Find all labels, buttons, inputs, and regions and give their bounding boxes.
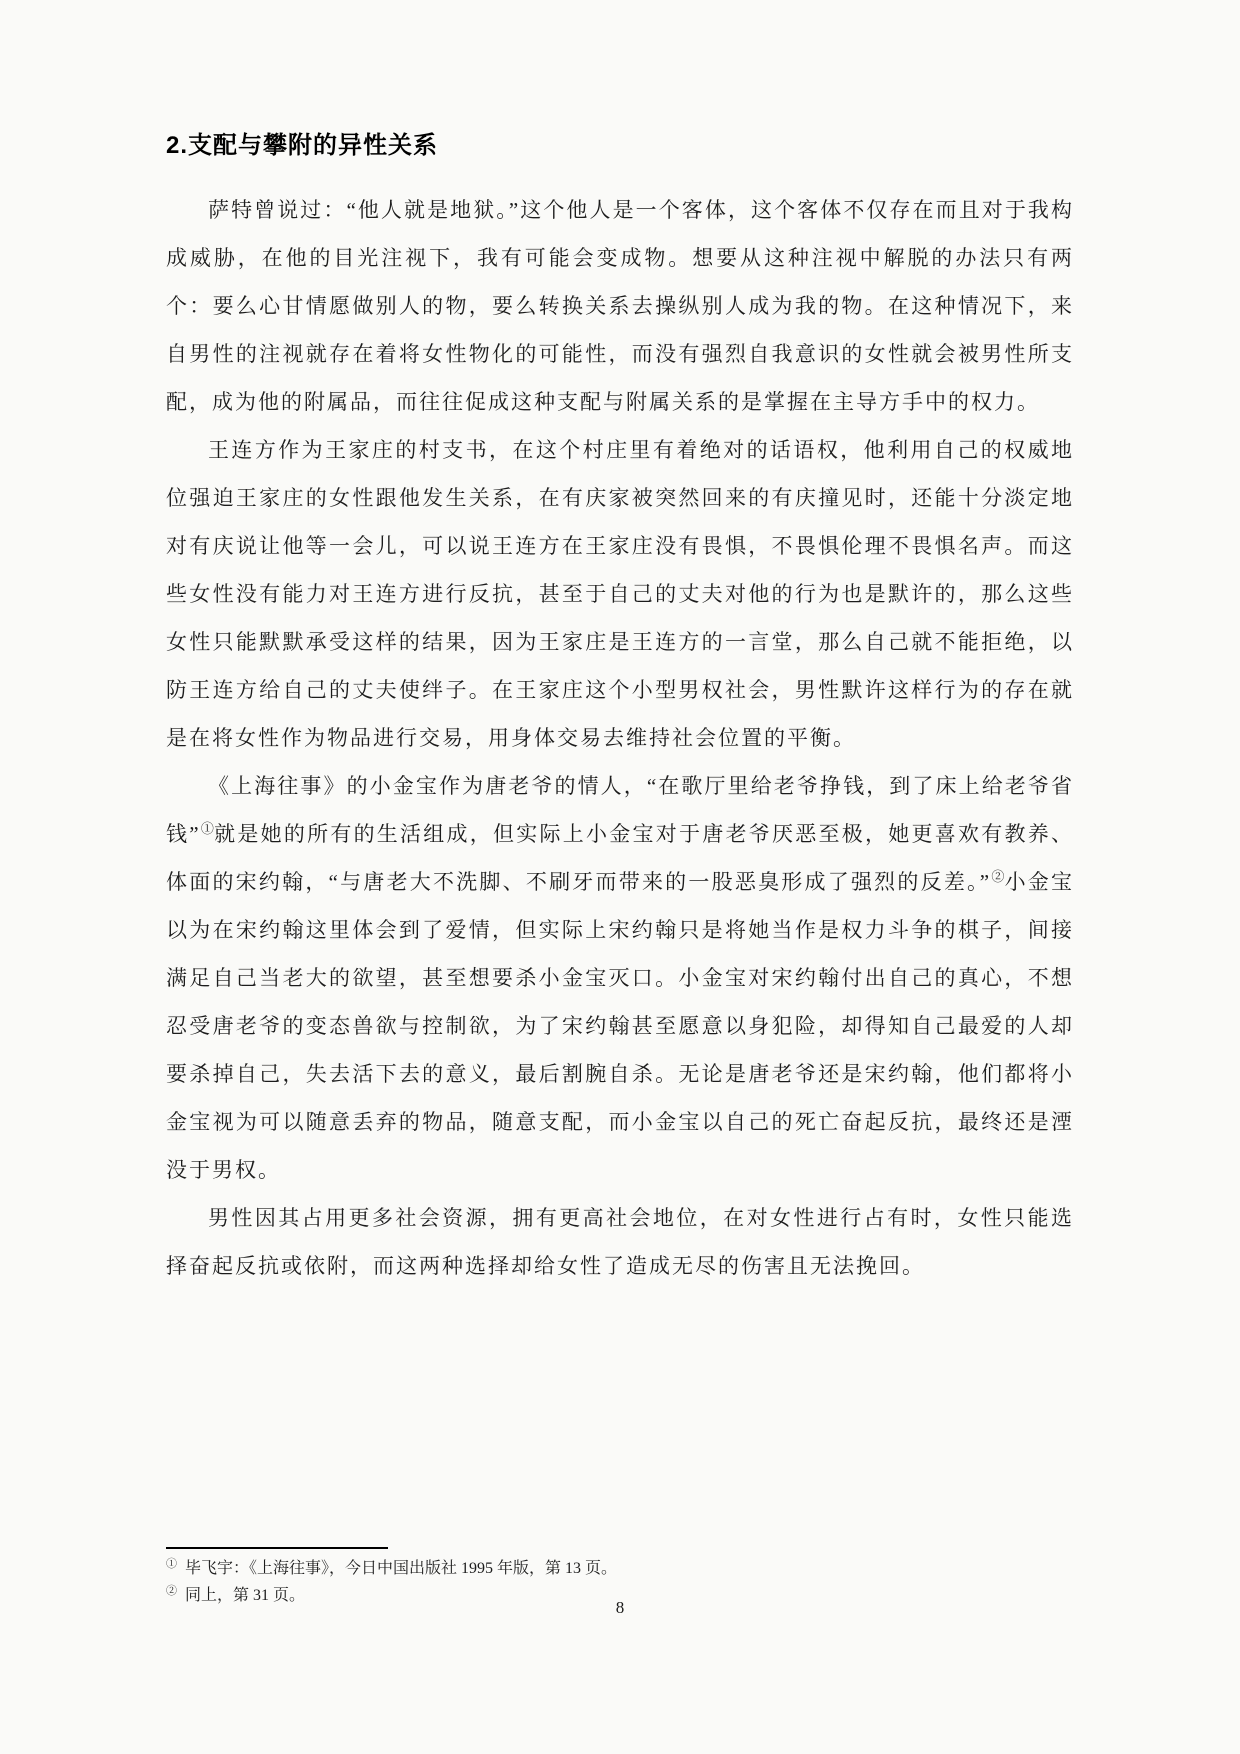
- body-paragraphs: [166, 186, 1074, 1290]
- footnote-text: 毕飞宇：《上海往事》，今日中国出版社 1995 年版，第 13 页。: [185, 1560, 618, 1577]
- footnote-ref: ②: [991, 869, 1005, 884]
- page-content: [166, 130, 1074, 1290]
- footnote-item: [166, 1555, 1074, 1582]
- page-number: 8: [615, 1598, 625, 1617]
- text-run: 男性因其占用更多社会资源，拥有更高社会地位，在对女性进行占有时，女性只能选择奋起反抗或依附，而这两种选择却给女性了造成无尽的伤害且无法挽回。: [166, 1206, 1074, 1278]
- text-run: 王连方作为王家庄的村支书，在这个村庄里有着绝对的话语权，他利用自己的权威地位强迫王家庄的女性跟他发生关系，在有庆家被突然回来的有庆撞见时，还能十分淡定地对有庆说让他等一会儿，可以说王连方在王家庄没有畏惧，不畏惧伦理不畏惧名声。而这些女性没有能力对王连方进行反抗，甚至于自己的丈夫对他的行为也是默许的，那么这些女性只能默默承受这样的结果，因为王家庄是王连方的一言堂，那么自己就不能拒绝，以防王连方给自己的丈夫使绊子。在王家庄这个小型男权社会，男性默许这样行为的存在就是在将女性作为物品进行交易，用身体交易去维持社会位置的平衡。: [166, 438, 1074, 750]
- footnote-marker: ①: [166, 1557, 177, 1570]
- footnote-text: 同上，第 31 页。: [185, 1587, 306, 1604]
- text-run: 萨特曾说过：“他人就是地狱。”这个他人是一个客体，这个客体不仅存在而且对于我构成威胁，在他的目光注视下，我有可能会变成物。想要从这种注视中解脱的办法只有两个：要么心甘情愿做别人的物，要么转换关系去操纵别人成为我的物。在这种情况下，来自男性的注视就存在着将女性物化的可能性，而没有强烈自我意识的女性就会被男性所支配，成为他的附属品，而往往促成这种支配与附属关系的是掌握在主导方手中的权力。: [166, 198, 1074, 414]
- text-run: 就是她的所有的生活组成，但实际上小金宝对于唐老爷厌恶至极，她更喜欢有教养、体面的宋约翰，“与唐老大不洗脚、不刷牙而带来的一股恶臭形成了强烈的反差。”: [166, 822, 1074, 894]
- paragraph: [166, 762, 1074, 1194]
- paragraph: [166, 1194, 1074, 1290]
- text-run: 小金宝以为在宋约翰这里体会到了爱情，但实际上宋约翰只是将她当作是权力斗争的棋子，间接满足自己当老大的欲望，甚至想要杀小金宝灭口。小金宝对宋约翰付出自己的真心，不想忍受唐老爷的变态兽欲与控制欲，为了宋约翰甚至愿意以身犯险，却得知自己最爱的人却要杀掉自己，失去活下去的意义，最后割腕自杀。无论是唐老爷还是宋约翰，他们都将小金宝视为可以随意丢弃的物品，随意支配，而小金宝以自己的死亡奋起反抗，最终还是湮没于男权。: [166, 870, 1075, 1182]
- paragraph: [166, 426, 1074, 762]
- text-run: 《上海往事》的小金宝作为唐老爷的情人，“在歌厅里给老爷挣钱，到了床上给老爷省钱”: [166, 774, 1074, 846]
- footnote-marker: ②: [166, 1584, 177, 1597]
- footnote-separator: [166, 1547, 388, 1549]
- paragraph: [166, 186, 1074, 426]
- section-heading: 2.支配与攀附的异性关系: [166, 132, 439, 159]
- footnote-ref: ①: [200, 821, 215, 836]
